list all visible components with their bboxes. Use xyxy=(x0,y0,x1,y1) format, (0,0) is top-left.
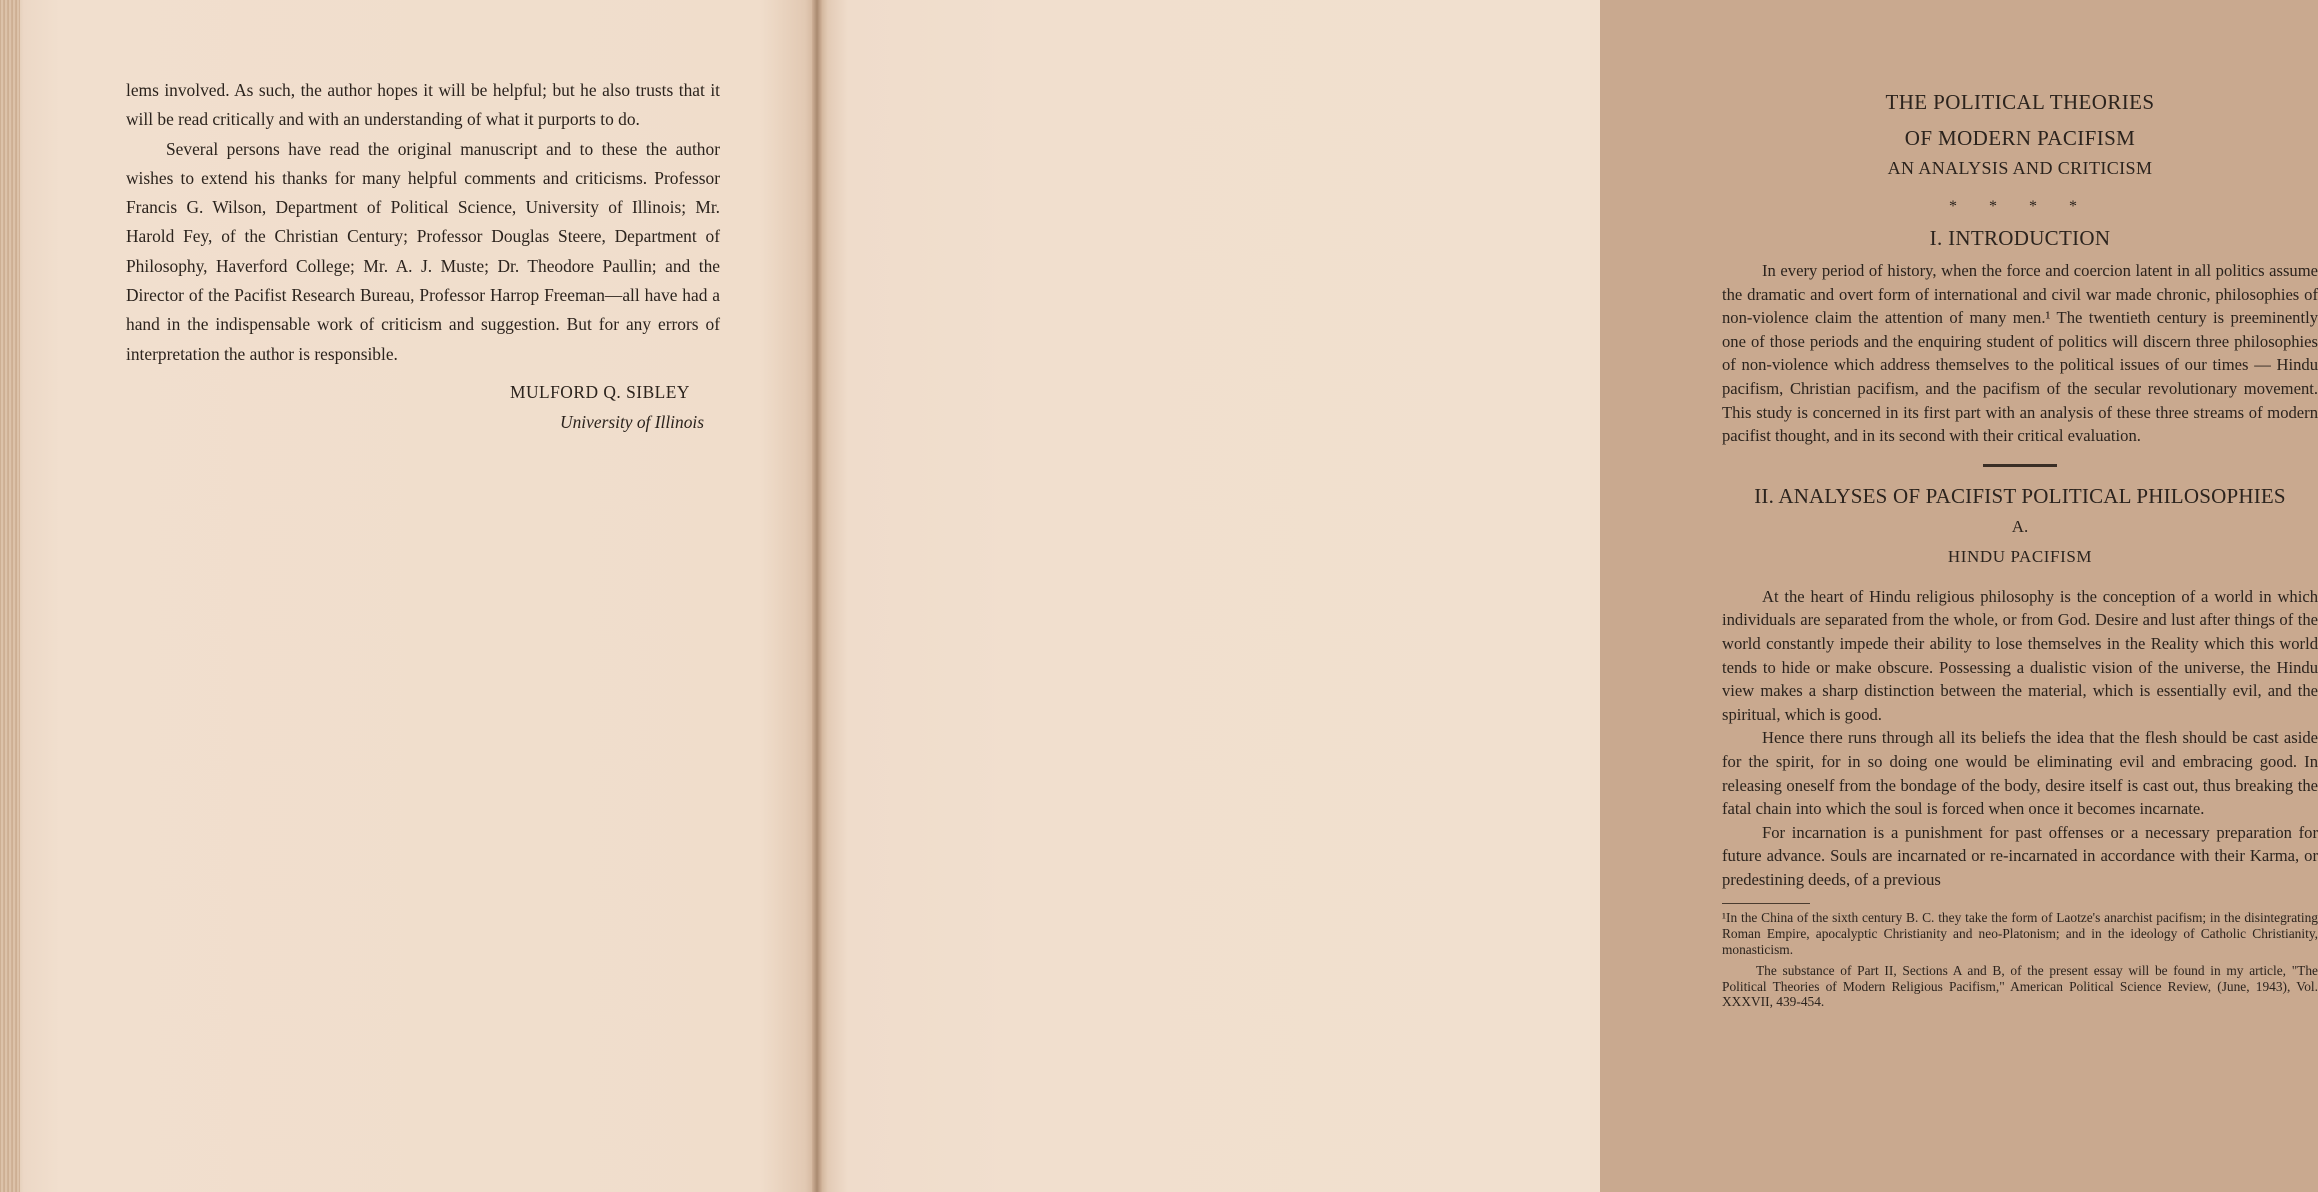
section-1-heading: I. INTRODUCTION xyxy=(1929,226,2111,250)
preface-paragraph-1: lems involved. As such, the author hopes it will be helpful; but he also trusts that it will be read critically and with an understanding of what it purports to do. xyxy=(126,80,720,130)
essay-title-line-1: THE POLITICAL THEORIES xyxy=(1885,90,2155,114)
subsection-heading: HINDU PACIFISM xyxy=(1947,546,2093,566)
signature-block xyxy=(126,377,704,437)
body-paragraph-2: Hence there runs through all its beliefs the idea that the flesh should be cast aside for the spirit, for in so doing one would be eliminating evil and embracing good. In releasing oneself from the bondage of the body, desire itself is cast out, thus breaking the fatal chain into which the soul is forced when once it becomes incarnate. xyxy=(1722,728,2318,819)
right-text-column xyxy=(1722,84,2318,1010)
left-text-column xyxy=(126,76,720,437)
body-paragraph-1: At the heart of Hindu religious philosophy is the conception of a world in which individuals are separated from the whole, or from God. Desire and lust after things of the world constantly impede their ability to lose themselves in the Reality which this world tends to hide or make obscure. Possessing a dualistic vision of the universe, the Hindu view makes a sharp distinction between the material, which is essentially evil, and the spiritual, which is good. xyxy=(1722,586,2318,724)
footnote-1: ¹In the China of the sixth century B. C. they take the form of Laotze's anarchist pacifism; in the disintegrating Roman Empire, apocalyptic Christianity and neo-Platonism; and in the ideology of Catholic Christianity, monasticism. xyxy=(1722,910,2318,957)
right-page xyxy=(818,0,2318,1192)
footnote-rule xyxy=(1722,903,1810,904)
page-edges xyxy=(0,0,20,1192)
subsection-letter: A. xyxy=(2011,516,2029,536)
essay-title-line-2: OF MODERN PACIFISM xyxy=(1904,126,2136,150)
section-2-heading: II. ANALYSES OF PACIFIST POLITICAL PHILOSOPHIES xyxy=(1754,483,2286,508)
author-institution: University of Illinois xyxy=(560,411,704,432)
author-name: MULFORD Q. SIBLEY xyxy=(509,381,690,402)
section-ornament: * * * * xyxy=(1949,198,2091,215)
body-paragraph-3: For incarnation is a punishment for past offenses or a necessary preparation for future advance. Souls are incarnated or re-incarnated in accordance with their Karma, or predestining deeds, of a previous xyxy=(1722,822,2318,889)
essay-subtitle: AN ANALYSIS AND CRITICISM xyxy=(1887,158,2153,178)
section-divider xyxy=(1983,464,2057,467)
left-page xyxy=(0,0,818,1192)
footnote-2: The substance of Part II, Sections A and B, of the present essay will be found in my article, "The Political Theories of Modern Religious Pacifism," American Political Science Review, (June, 1943), Vol. XXXVII, 439-454. xyxy=(1722,963,2318,1010)
preface-paragraph-2: Several persons have read the original manuscript and to these the author wishes to extend his thanks for many helpful comments and criticisms. Professor Francis G. Wilson, Department of Political Science, University of Illinois; Mr. Harold Fey, of the Christian Century; Professor Douglas Steere, Department of Philosophy, Haverford College; Mr. A. J. Muste; Dr. Theodore Paullin; and the Director of the Pacifist Research Bureau, Professor Harrop Freeman—all have had a hand in the indispensable work of criticism and suggestion. But for any errors of interpretation the author is responsible. xyxy=(126,138,720,364)
book-gutter xyxy=(812,0,822,1192)
introduction-paragraph: In every period of history, when the force and coercion latent in all politics assume the dramatic and overt form of international and civil war made chronic, philosophies of non-violence claim the attention of many men.¹ The twentieth century is preeminently one of those periods and the enquiring student of politics will discern three philosophies of non-violence which address themselves to the political issues of our times — Hindu pacifism, Christian pacifism, and the pacifism of the secular revolutionary movement. This study is concerned in its first part with an analysis of these three streams of modern pacifist thought, and in its second with their critical evaluation. xyxy=(1722,261,2318,446)
